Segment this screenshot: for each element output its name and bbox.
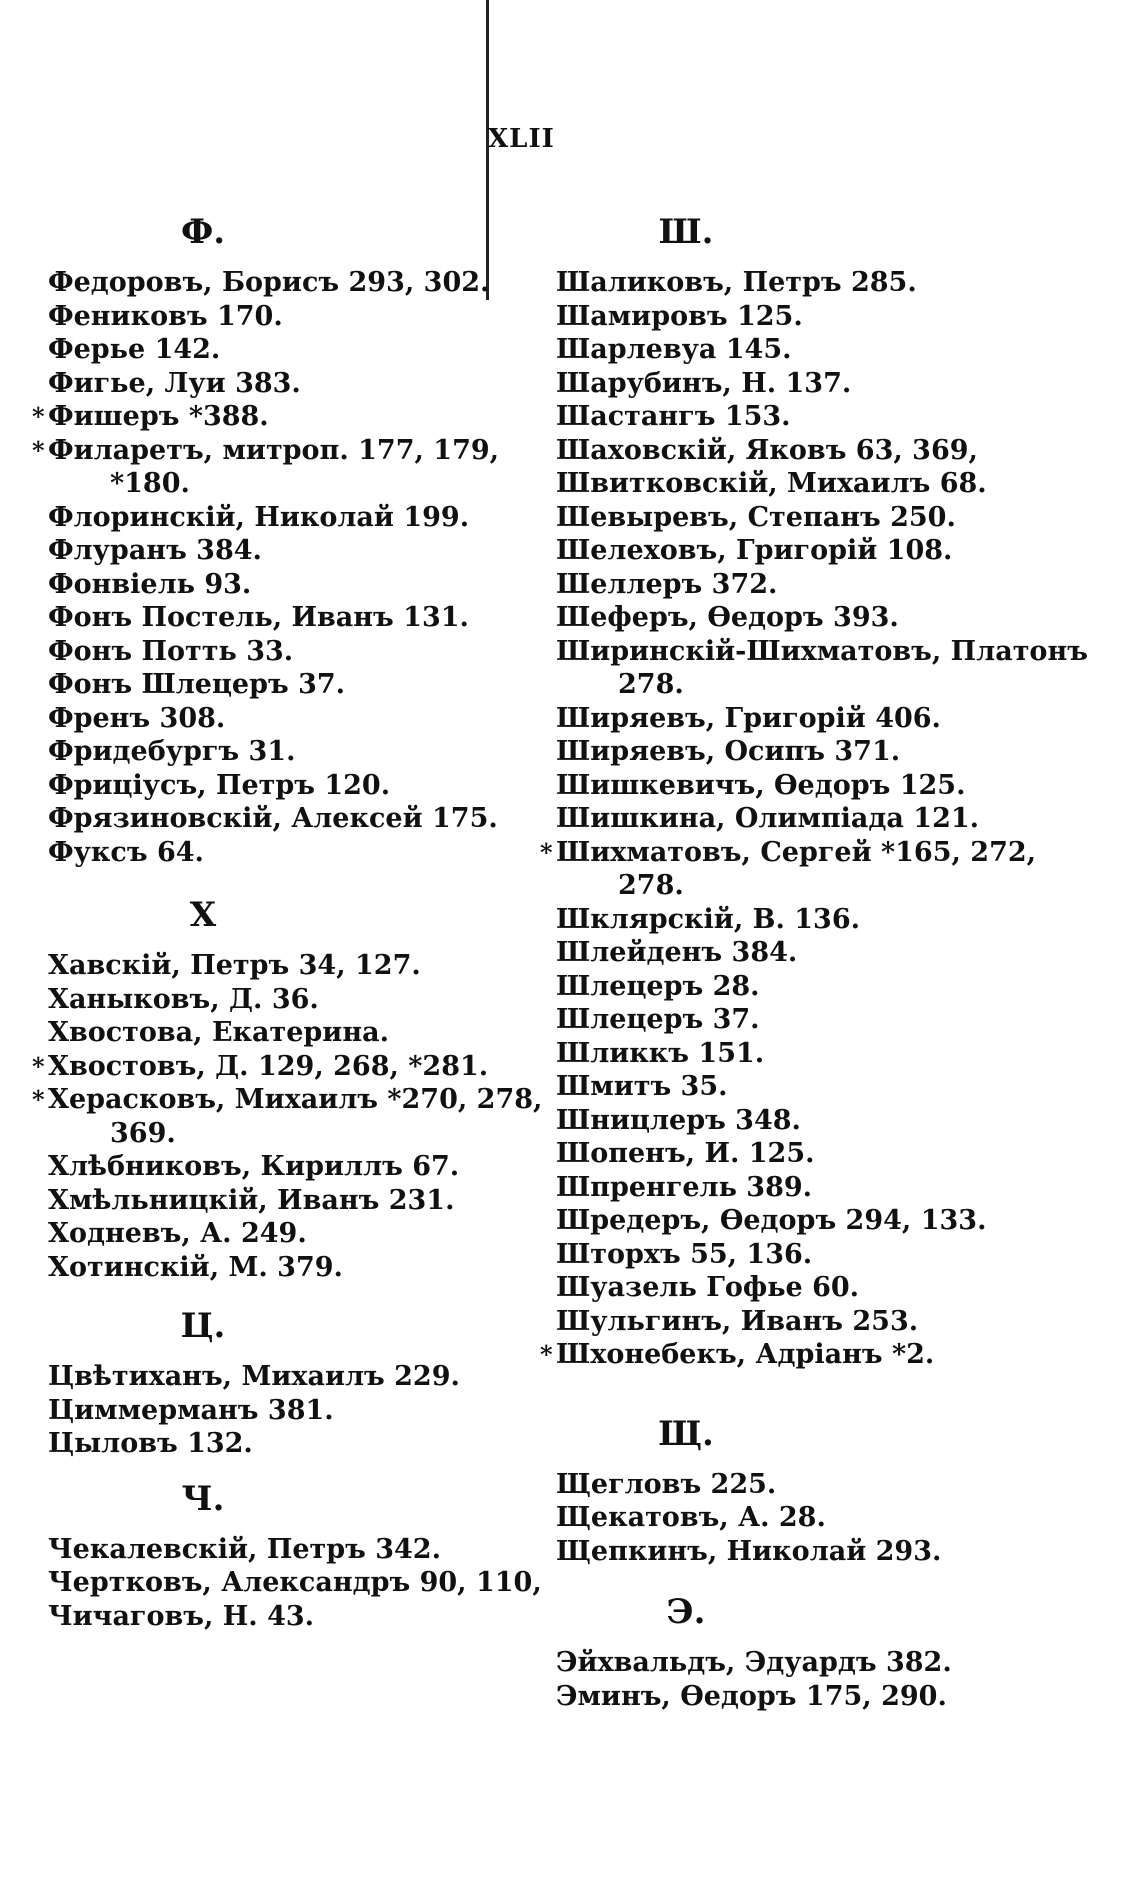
section-heading: Х [189, 895, 217, 935]
entry-text: Хотинскій, М. 379. [48, 1251, 343, 1283]
section-heading: Ч. [181, 1478, 225, 1519]
entry-text: Эминъ, Өедоръ 175, 290. [556, 1680, 947, 1712]
entry-text: Шклярскій, В. 136. [556, 903, 861, 935]
section-heading: Ф. [180, 212, 226, 252]
index-entry [556, 970, 1116, 1004]
index-entry [556, 1646, 1116, 1680]
entry-text: Шопенъ, И. 125. [556, 1138, 815, 1169]
entry-text: Ширяевъ, Григорій 406. [556, 702, 941, 734]
index-entry [48, 1184, 548, 1218]
index-entry [556, 702, 1116, 736]
entry-text: 278. [618, 870, 684, 901]
index-entry [556, 1171, 1116, 1205]
entry-text: Шишкевичъ, Өедоръ 125. [556, 769, 966, 801]
index-section [556, 1568, 1116, 1713]
entry-text: Шпренгель 389. [556, 1171, 813, 1203]
index-entry [556, 1271, 1116, 1305]
entry-text: Фонъ Постель, Иванъ 131. [48, 602, 469, 633]
index-section [32, 198, 548, 869]
entry-text: Шеллеръ 372. [556, 568, 778, 600]
index-entry [540, 1338, 1116, 1372]
index-entry-continuation [556, 869, 1116, 903]
index-entry [556, 1003, 1116, 1037]
index-entry [48, 983, 548, 1017]
entry-text: Шеферъ, Өедоръ 393. [556, 602, 899, 633]
index-entry [48, 702, 548, 736]
entry-text: Шлейденъ 384. [556, 937, 798, 968]
entry-text: Ферье 142. [48, 334, 221, 365]
entry-text: Шарубинъ, Н. 137. [556, 367, 852, 399]
index-entry [556, 434, 1116, 468]
index-entry [48, 1016, 548, 1050]
entry-text: Циммерманъ 381. [48, 1394, 334, 1426]
entry-text: Швитковскій, Михаилъ 68. [556, 468, 987, 499]
entry-text: Фишеръ *388. [48, 401, 269, 432]
entry-text: Хвостова, Екатерина. [48, 1017, 389, 1048]
entry-text: Шаликовъ, Петръ 285. [556, 267, 917, 298]
index-entry [48, 1150, 548, 1184]
index-entry [48, 1566, 548, 1600]
index-entry [48, 300, 548, 334]
index-entry [48, 635, 548, 669]
entry-text: Шастангъ 153. [556, 401, 791, 432]
index-section [48, 1461, 548, 1634]
entry-text: Федоровъ, Борисъ 293, 302. [48, 267, 490, 298]
index-entry [48, 802, 548, 836]
entry-text: Шамировъ 125. [556, 300, 803, 332]
entry-text: 369. [110, 1117, 176, 1149]
index-entry [48, 367, 548, 401]
index-entry [556, 1137, 1116, 1171]
index-entry [48, 1394, 548, 1428]
index-entry [32, 1083, 548, 1117]
index-entry [48, 1427, 548, 1461]
index-entry [48, 1217, 548, 1251]
section-spacer [556, 1372, 1116, 1400]
entry-text: Чичаговъ, Н. 43. [48, 1600, 315, 1632]
index-entry [48, 1600, 548, 1634]
entry-text: Шишкина, Олимпіада 121. [556, 803, 980, 834]
entry-text: Щепкинъ, Николай 293. [556, 1535, 942, 1567]
entry-text: Фонъ Потть 33. [48, 635, 294, 667]
index-entry [32, 400, 548, 434]
entry-text: Фениковъ 170. [48, 300, 283, 332]
entry-text: Цыловъ 132. [48, 1428, 253, 1459]
entry-text: 278. [618, 669, 684, 700]
index-entry [48, 668, 548, 702]
entry-text: Щегловъ 225. [556, 1468, 777, 1500]
section-heading: Э. [666, 1592, 706, 1632]
index-entry [556, 1305, 1116, 1339]
entry-text: Шульгинъ, Иванъ 253. [556, 1305, 919, 1337]
section-heading: Ш. [658, 212, 714, 252]
left-column [32, 198, 548, 1633]
entry-text: Шмитъ 35. [556, 1071, 728, 1102]
index-entry [556, 601, 1116, 635]
entry-text: Шевыревъ, Степанъ 250. [556, 501, 956, 533]
index-entry [48, 534, 548, 568]
entry-text: Хлѣбниковъ, Кириллъ 67. [48, 1151, 460, 1182]
index-entry [48, 836, 548, 870]
index-entry [556, 534, 1116, 568]
index-entry [48, 568, 548, 602]
index-entry [556, 1535, 1116, 1569]
entry-text: Цвѣтиханъ, Михаилъ 229. [48, 1361, 460, 1392]
index-entry [48, 1360, 548, 1394]
index-entry [48, 266, 548, 300]
index-entry [556, 1204, 1116, 1238]
entry-text: Шаховскій, Яковъ 63, 369, [556, 434, 978, 466]
entry-text: Шлецеръ 37. [556, 1004, 760, 1035]
index-entry [48, 735, 548, 769]
entry-text: Филаретъ, митроп. 177, 179, [48, 434, 500, 466]
entry-text: Хвостовъ, Д. 129, 268, *281. [48, 1050, 489, 1082]
entry-text: Фуксъ 64. [48, 836, 204, 868]
index-entry [556, 936, 1116, 970]
index-entry [556, 300, 1116, 334]
entry-text: Ханыковъ, Д. 36. [48, 983, 319, 1015]
entry-text: Чертковъ, Александръ 90, 110, [48, 1567, 542, 1598]
entry-text: Фонвіель 93. [48, 568, 252, 600]
index-entry [556, 1238, 1116, 1272]
index-entry [556, 501, 1116, 535]
entry-text: Шихматовъ, Сергей *165, 272, [556, 836, 1037, 868]
entry-text: Шарлевуа 145. [556, 334, 792, 365]
index-entry [556, 903, 1116, 937]
entry-text: Фигье, Луи 383. [48, 367, 301, 399]
entry-text: Френъ 308. [48, 702, 226, 734]
index-entry [556, 568, 1116, 602]
index-section [556, 1372, 1116, 1569]
section-spacer [48, 869, 548, 881]
index-entry [556, 1070, 1116, 1104]
entry-text: Шницлеръ 348. [556, 1104, 801, 1136]
entry-text: Ширяевъ, Осипъ 371. [556, 736, 901, 767]
entry-text: Хавскій, Петръ 34, 127. [48, 950, 421, 981]
index-entry [32, 434, 548, 468]
index-entry [556, 1104, 1116, 1138]
index-section [540, 198, 1116, 1372]
index-entry [556, 1468, 1116, 1502]
index-entry [48, 601, 548, 635]
entry-text: Ходневъ, А. 249. [48, 1218, 307, 1249]
index-entry [556, 333, 1116, 367]
section-spacer [48, 1284, 548, 1292]
index-entry [556, 1037, 1116, 1071]
index-entry-continuation [48, 1117, 548, 1151]
index-entry [48, 949, 548, 983]
index-entry [556, 735, 1116, 769]
entry-text: *180. [110, 468, 190, 499]
entry-text: Шторхъ 55, 136. [556, 1238, 813, 1270]
index-entry [556, 802, 1116, 836]
entry-text: Шхонебекъ, Адріанъ *2. [556, 1339, 935, 1370]
right-column [540, 198, 1116, 1713]
asterisk-marker: * [540, 1340, 553, 1369]
asterisk-marker: * [32, 435, 45, 465]
index-entry [48, 1251, 548, 1285]
index-entry [556, 769, 1116, 803]
index-entry [556, 400, 1116, 434]
index-section [32, 869, 548, 1284]
asterisk-marker: * [540, 837, 553, 867]
index-entry [556, 1680, 1116, 1714]
section-heading: Щ. [658, 1413, 714, 1454]
entry-text: Фридебургъ 31. [48, 736, 296, 767]
entry-text: Флоринскій, Николай 199. [48, 501, 470, 533]
index-entry [48, 1533, 548, 1567]
entry-text: Фрязиновскій, Алексей 175. [48, 803, 498, 834]
entry-text: Щекатовъ, А. 28. [556, 1502, 826, 1533]
asterisk-marker: * [32, 1085, 45, 1114]
entry-text: Шлецеръ 28. [556, 970, 760, 1002]
index-entry [32, 1050, 548, 1084]
page-number: XLII [488, 124, 555, 154]
index-entry-continuation [556, 668, 1116, 702]
index-entry [540, 836, 1116, 870]
index-entry [556, 266, 1116, 300]
entry-text: Хмѣльницкій, Иванъ 231. [48, 1184, 455, 1216]
index-entry [556, 367, 1116, 401]
entry-text: Фонъ Шлецеръ 37. [48, 669, 346, 700]
entry-text: Херасковъ, Михаилъ *270, 278, [48, 1084, 543, 1115]
asterisk-marker: * [32, 402, 45, 431]
entry-text: Ширинскій-Шихматовъ, Платонъ [556, 635, 1088, 667]
entry-text: Шелеховъ, Григорій 108. [556, 535, 953, 566]
entry-text: Чекалевскій, Петръ 342. [48, 1533, 441, 1565]
entry-text: Флуранъ 384. [48, 535, 262, 566]
index-entry [48, 333, 548, 367]
index-section [48, 1284, 548, 1461]
index-entry [48, 769, 548, 803]
index-entry [556, 467, 1116, 501]
section-spacer [556, 1568, 1116, 1578]
entry-text: Шликкъ 151. [556, 1037, 765, 1069]
index-entry [556, 635, 1116, 669]
entry-text: Шуазель Гофье 60. [556, 1272, 860, 1303]
index-entry [48, 501, 548, 535]
section-heading: Ц. [180, 1306, 226, 1346]
index-entry [556, 1501, 1116, 1535]
asterisk-marker: * [32, 1051, 45, 1081]
entry-text: Фриціусъ, Петръ 120. [48, 769, 391, 801]
entry-text: Шредеръ, Өедоръ 294, 133. [556, 1205, 987, 1236]
index-entry-continuation [48, 467, 548, 501]
entry-text: Эйхвальдъ, Эдуардъ 382. [556, 1647, 952, 1678]
